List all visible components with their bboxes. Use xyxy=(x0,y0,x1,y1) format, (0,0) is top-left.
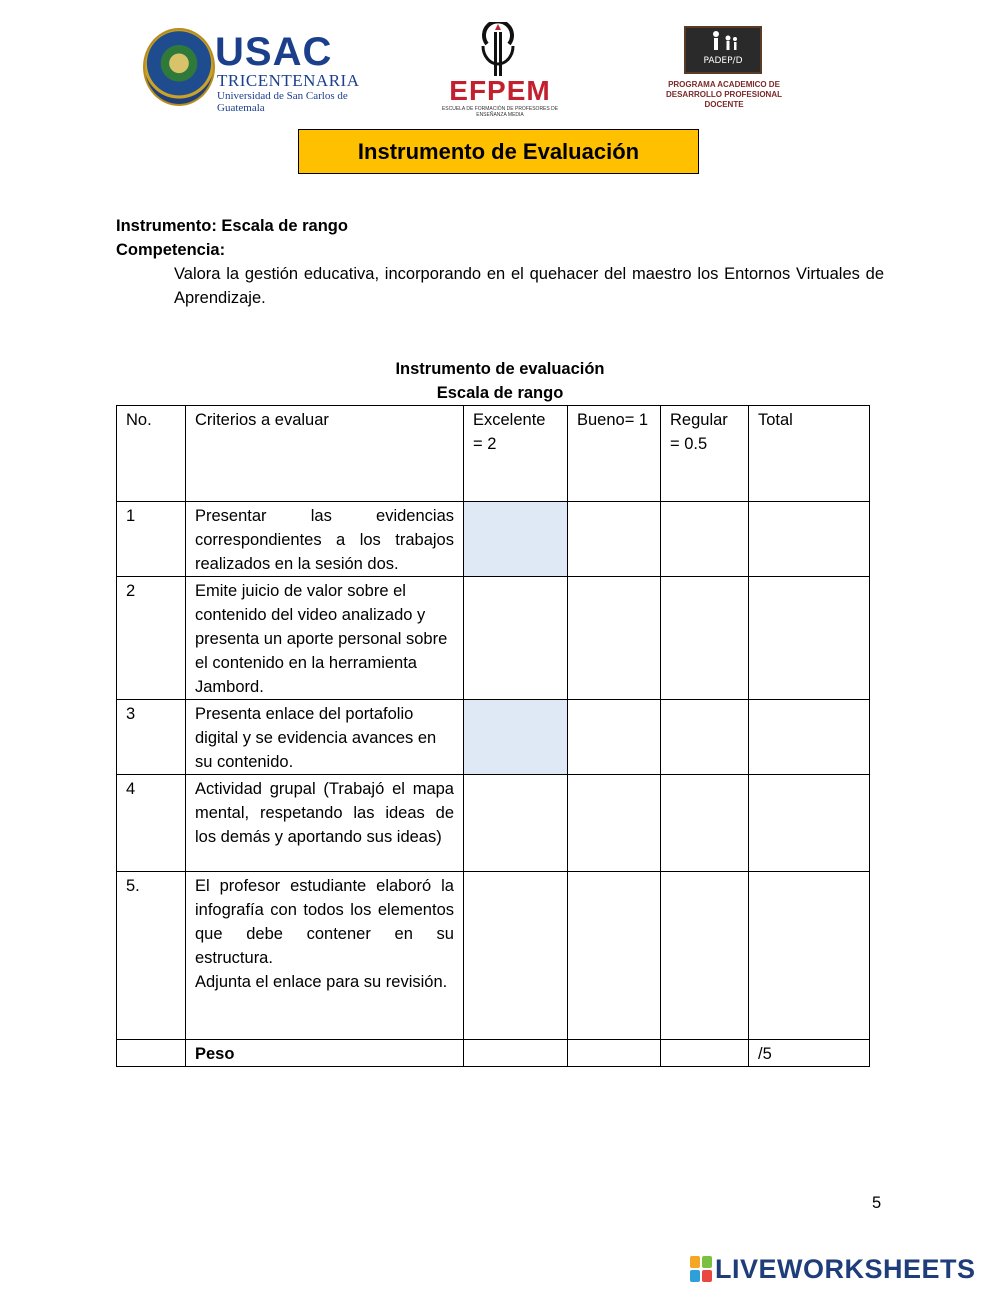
good-cell[interactable] xyxy=(568,872,661,1040)
padep-chalkboard-icon xyxy=(684,26,762,74)
page-number: 5 xyxy=(872,1194,882,1212)
efpem-name: EFPEM xyxy=(449,75,551,106)
good-cell[interactable] xyxy=(568,502,661,577)
excellent-cell[interactable] xyxy=(464,700,568,775)
padep-subtitle-line2: DESARROLLO PROFESIONAL DOCENTE xyxy=(665,90,782,109)
excellent-cell[interactable] xyxy=(464,775,568,872)
table-row xyxy=(117,502,870,577)
table-row xyxy=(117,577,870,700)
row-number: 1 xyxy=(117,502,186,577)
liveworksheets-watermark xyxy=(690,1254,976,1284)
total-cell[interactable] xyxy=(749,775,870,872)
usac-university: Universidad de San Carlos de Guatemala xyxy=(217,90,348,114)
row-number: 2 xyxy=(117,577,186,700)
efpem-subtitle: ESCUELA DE FORMACIÓN DE PROFESORES DE ENSEÑANZA MEDIA xyxy=(441,106,559,118)
liveworksheets-text: LIVEWORKSHEETS xyxy=(715,1254,976,1284)
padep-logo xyxy=(662,26,786,108)
padep-label: PADEP/D xyxy=(703,56,743,66)
regular-cell[interactable] xyxy=(661,502,749,577)
header-total: Total xyxy=(749,406,870,502)
row-number: 3 xyxy=(117,700,186,775)
total-cell[interactable] xyxy=(749,700,870,775)
header-criteria: Criterios a evaluar xyxy=(186,406,464,502)
row-number: 5. xyxy=(117,872,186,1040)
evaluation-table xyxy=(116,405,870,1067)
total-cell[interactable] xyxy=(749,502,870,577)
table-header-row xyxy=(117,406,870,502)
usac-subtitle: TRICENTENARIA xyxy=(217,71,360,90)
good-cell[interactable] xyxy=(568,775,661,872)
good-cell[interactable] xyxy=(568,700,661,775)
footer-blank xyxy=(117,1040,186,1067)
table-caption-line2: Escala de rango xyxy=(436,384,564,402)
table-row xyxy=(117,775,870,872)
table-row xyxy=(117,872,870,1040)
row-criteria: Emite juicio de valor sobre el contenido del video analizado y presenta un aporte personal sobre el contenido en la herramienta Jambord. xyxy=(186,577,464,700)
excellent-cell[interactable] xyxy=(464,872,568,1040)
document-title: Instrumento de Evaluación xyxy=(298,129,699,174)
table-caption-line1: Instrumento de evaluación xyxy=(395,360,605,378)
row-criteria xyxy=(186,872,464,1040)
usac-seal-icon xyxy=(143,28,215,106)
family-icon xyxy=(706,30,742,56)
header-good: Bueno= 1 xyxy=(568,406,661,502)
table-footer-row xyxy=(117,1040,870,1067)
liveworksheets-logo-icon xyxy=(690,1256,712,1282)
padep-subtitle xyxy=(662,80,786,110)
efpem-emblem-icon xyxy=(475,22,521,78)
total-cell[interactable] xyxy=(749,577,870,700)
good-cell[interactable] xyxy=(568,577,661,700)
regular-cell[interactable] xyxy=(661,700,749,775)
usac-name: USAC xyxy=(215,30,333,74)
header-excellent: Excelente = 2 xyxy=(464,406,568,502)
regular-cell[interactable] xyxy=(661,775,749,872)
regular-cell[interactable] xyxy=(661,872,749,1040)
padep-subtitle-line1: PROGRAMA ACADEMICO DE xyxy=(668,80,780,89)
row-criteria-main: El profesor estudiante elaboró la infografía con todos los elementos que debe contener en su estructura. xyxy=(195,877,454,967)
competence-text: Valora la gestión educativa, incorporando en el quehacer del maestro los Entornos Virtuales de Aprendizaje. xyxy=(174,265,884,307)
excellent-cell[interactable] xyxy=(464,577,568,700)
footer-weight-label: Peso xyxy=(186,1040,464,1067)
footer-regular-cell xyxy=(661,1040,749,1067)
efpem-logo xyxy=(430,22,570,118)
total-cell[interactable] xyxy=(749,872,870,1040)
footer-excellent-cell xyxy=(464,1040,568,1067)
row-criteria: Actividad grupal (Trabajó el mapa mental, respetando las ideas de los demás y aportando sus ideas) xyxy=(186,775,464,872)
footer-good-cell xyxy=(568,1040,661,1067)
header-regular: Regular = 0.5 xyxy=(661,406,749,502)
row-criteria-extra: Adjunta el enlace para su revisión. xyxy=(195,973,448,991)
usac-logo xyxy=(143,28,360,114)
regular-cell[interactable] xyxy=(661,577,749,700)
competence-label: Competencia: xyxy=(116,241,226,259)
footer-total[interactable]: /5 xyxy=(749,1040,870,1067)
row-criteria: Presentar las evidencias correspondientes a los trabajos realizados en la sesión dos. xyxy=(186,502,464,577)
table-row xyxy=(117,700,870,775)
row-criteria: Presenta enlace del portafolio digital y se evidencia avances en su contenido. xyxy=(186,700,464,775)
instrument-label: Instrumento: Escala de rango xyxy=(116,217,348,235)
row-number: 4 xyxy=(117,775,186,872)
excellent-cell[interactable] xyxy=(464,502,568,577)
header-no: No. xyxy=(117,406,186,502)
